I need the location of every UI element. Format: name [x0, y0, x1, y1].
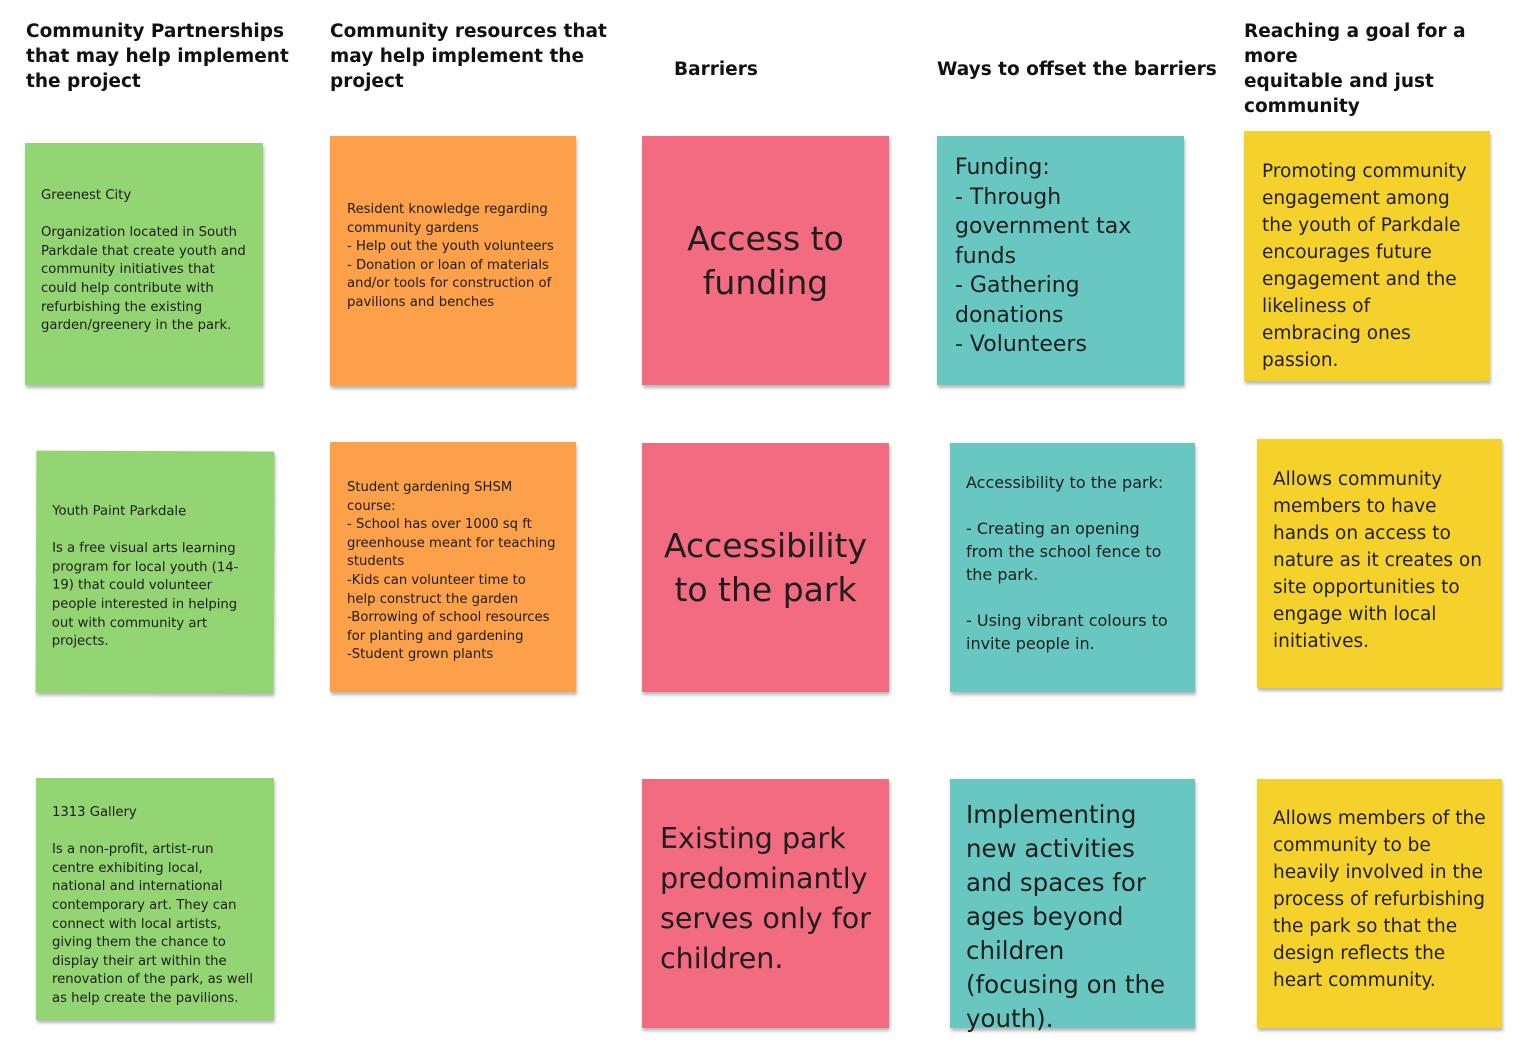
- sticky-note-community-engagement[interactable]: Promoting community engagement among the youth of Parkdale encourages future engagement and the likeliness of embracing ones passion.: [1244, 131, 1490, 381]
- header-barriers: Barriers: [674, 59, 758, 80]
- sticky-note-resident-knowledge[interactable]: Resident knowledge regarding community gardens - Help out the youth volunteers - Donation or loan of materials and/or tools for construction of pavilions and benches: [330, 136, 576, 386]
- sticky-note-youth-paint-parkdale[interactable]: Youth Paint Parkdale Is a free visual arts learning program for local youth (14-19) that could volunteer people interested in helping out with community art projects.: [36, 451, 275, 694]
- sticky-note-new-activities[interactable]: Implementing new activities and spaces for ages beyond children (focusing on the youth).: [950, 779, 1195, 1028]
- sticky-note-accessibility-offsets[interactable]: Accessibility to the park: - Creating an opening from the school fence to the park. - Using vibrant colours to invite people in.: [950, 443, 1195, 692]
- sticky-note-accessibility-to-park[interactable]: Accessibility to the park: [642, 443, 889, 692]
- sticky-note-members-involved[interactable]: Allows members of the community to be heavily involved in the process of refurbishing the park so that the design reflects the heart community.: [1257, 779, 1502, 1028]
- sticky-note-1313-gallery[interactable]: 1313 Gallery Is a non-profit, artist-run centre exhibiting local, national and international contemporary art. They can connect with local artists, giving them the chance to display their art within the renovation of the park, as well as help create the pavilions.: [36, 778, 274, 1020]
- header-partnerships: Community Partnerships that may help implement the project: [26, 21, 289, 92]
- sticky-note-greenest-city[interactable]: Greenest City Organization located in South Parkdale that create youth and community initiatives that could help contribute with refurbishing the existing garden/greenery in the park.: [25, 143, 263, 385]
- sticky-note-existing-park[interactable]: Existing park predominantly serves only for children.: [642, 779, 889, 1028]
- sticky-note-funding-offsets[interactable]: Funding: - Through government tax funds - Gathering donations - Volunteers: [937, 136, 1184, 385]
- sticky-note-hands-on-nature[interactable]: Allows community members to have hands on access to nature as it creates on site opportunities to engage with local initiatives.: [1257, 439, 1502, 688]
- header-offsets: Ways to offset the barriers: [937, 59, 1217, 80]
- sticky-note-student-gardening[interactable]: Student gardening SHSM course: - School has over 1000 sq ft greenhouse meant for teaching students -Kids can volunteer time to help construct the garden -Borrowing of school resources for planting and gardening -Student grown plants: [330, 442, 576, 692]
- sticky-note-access-to-funding[interactable]: Access to funding: [642, 136, 889, 385]
- header-resources: Community resources that may help implement the project: [330, 21, 607, 92]
- header-goals: Reaching a goal for a more equitable and just community: [1244, 21, 1466, 117]
